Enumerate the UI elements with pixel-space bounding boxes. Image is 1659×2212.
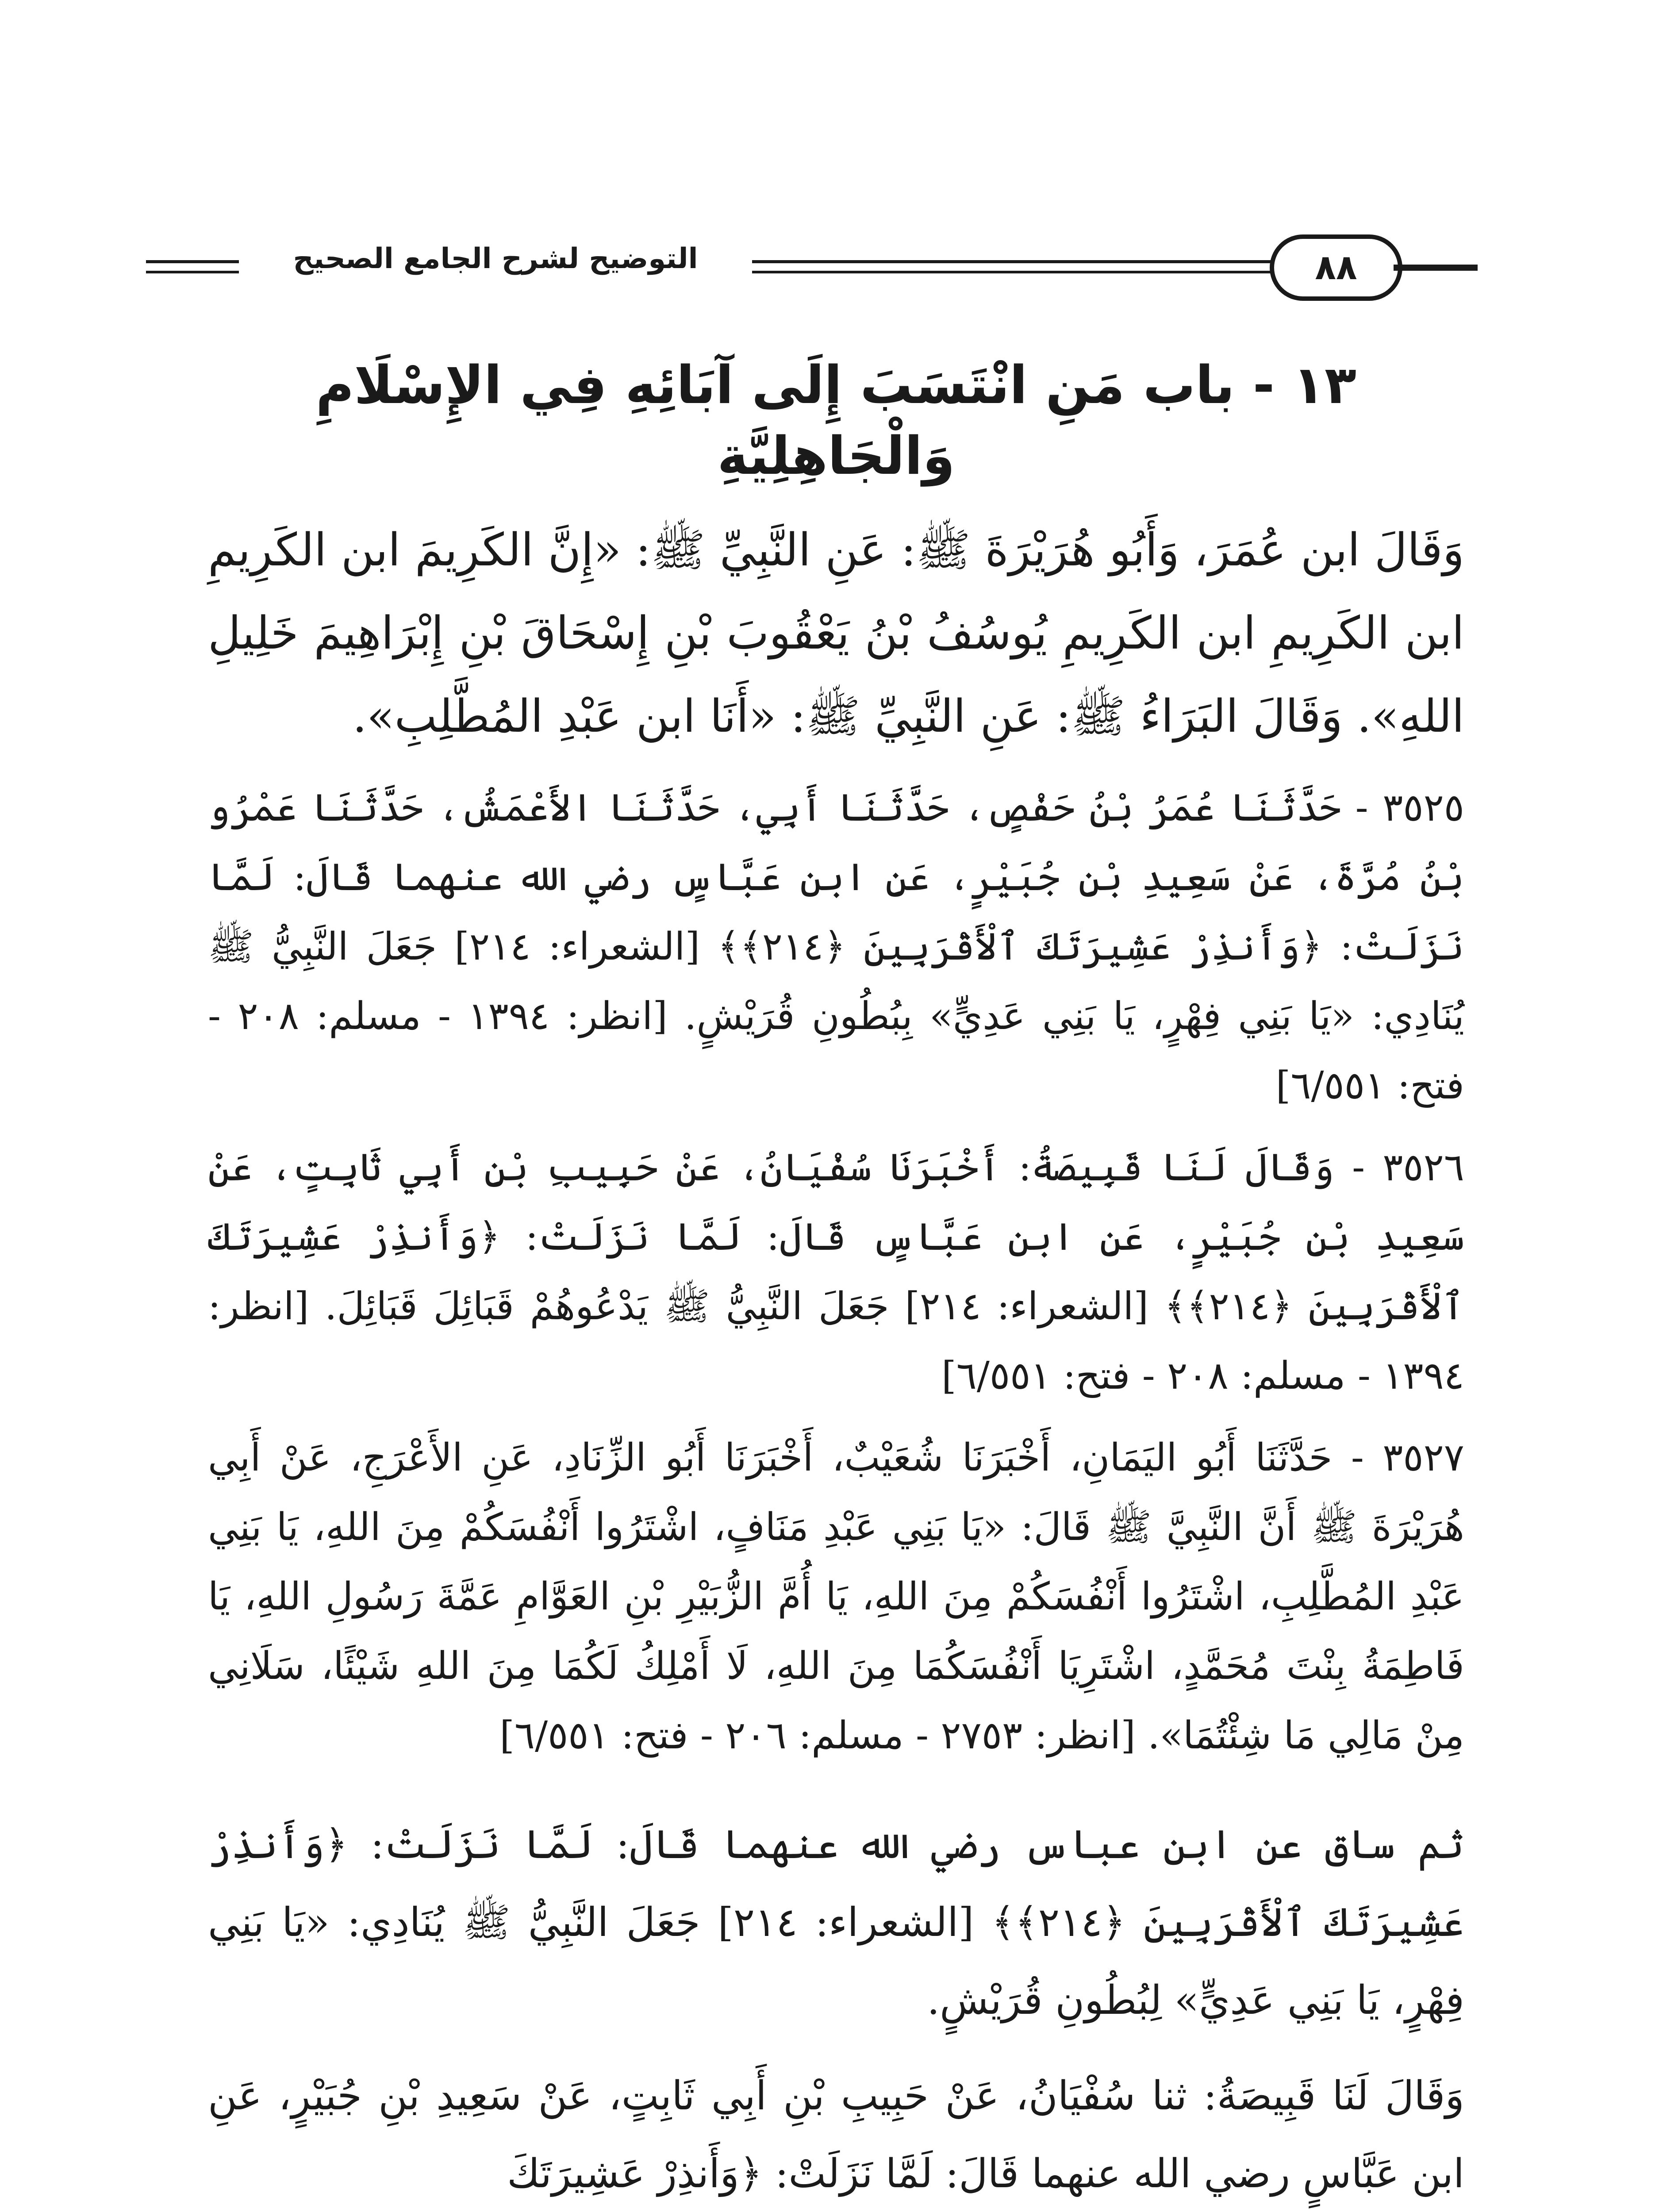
header-rule-left-bottom xyxy=(146,271,239,273)
commentary-paragraph-2: وَقَالَ لَنَا قَبِيصَةُ: ثنا سُفْيَانُ، عَنْ حَبِيبِ بْنِ أَبِي ثَابِتٍ، عَنْ سَعِيدِ بْنِ جُبَيْرٍ، عَنِ ابن عَبَّاسٍ رضي الله عنهما قَالَ: لَمَّا نَزَلَتْ: ﴿وَأَنذِرْ عَشِيرَتَكَ xyxy=(208,2073,1464,2197)
hadith-3526: ٣٥٢٦ - وَقَالَ لَنَا قَبِيصَةُ: أَخْبَرَنَا سُفْيَانُ، عَنْ حَبِيبِ بْنِ أَبِي ثَابِتٍ، عَنْ سَعِيدِ بْنِ جُبَيْرٍ، عَنِ ابن عَبَّاسٍ قَالَ: لَمَّا نَزَلَتْ: ﴿وَأَنذِرْ عَشِيرَتَكَ ٱلْأَقْرَبِينَ ﴿٢١٤﴾﴾ [الشعراء: ٢١٤] جَعَلَ النَّبِيُّ ﷺ يَدْعُوهُمْ قَبَائِلَ قَبَائِلَ. [انظر: ١٣٩٤ - مسلم: ٢٠٨ - فتح: ٦/٥٥١] xyxy=(208,1145,1464,1398)
hadith-3525: ٣٥٢٥ - حَدَّثَنَا عُمَرُ بْنُ حَفْصٍ، حَدَّثَنَا أَبِي، حَدَّثَنَا الأَعْمَشُ، حَدَّثَنَا عَمْرُو بْنُ مُرَّةَ، عَنْ سَعِيدِ بْنِ جُبَيْرٍ، عَنِ ابن عَبَّاسٍ رضي الله عنهما قَالَ: لَمَّا نَزَلَتْ: ﴿وَأَنذِرْ عَشِيرَتَكَ ٱلْأَقْرَبِينَ ﴿٢١٤﴾﴾ [الشعراء: ٢١٤] جَعَلَ النَّبِيُّ ﷺ يُنَادِي: «يَا بَنِي فِهْرٍ، يَا بَنِي عَدِيٍّ» بِبُطُونِ قُرَيْشٍ. [انظر: ١٣٩٤ - مسلم: ٢٠٨ - فتح: ٦/٥٥١] xyxy=(208,786,1464,1108)
commentary-paragraph-1: ثم ساق عن ابن عباس رضي الله عنهما قَالَ: لَمَّا نَزَلَتْ: ﴿وَأَنذِرْ عَشِيرَتَكَ ٱلْأَقْرَبِينَ ﴿٢١٤﴾﴾ [الشعراء: ٢١٤] جَعَلَ النَّبِيُّ ﷺ يُنَادِي: «يَا بَنِي فِهْرٍ، يَا بَنِي عَدِيٍّ» لِبُطُونِ قُرَيْشٍ. xyxy=(208,1821,1464,2024)
page-number-badge: ٨٨ xyxy=(1270,234,1402,301)
chapter-heading: ١٣ - باب مَنِ انْتَسَبَ إِلَى آبَائِهِ فِي الإِسْلَامِ وَالْجَاهِلِيَّةِ xyxy=(315,354,1357,486)
running-title: التوضيح لشرح الجامع الصحيح xyxy=(239,242,752,291)
header-rule-middle-bottom xyxy=(752,271,1279,273)
page-number-tail xyxy=(1394,265,1478,271)
header-rule-left-top xyxy=(146,260,239,263)
page-body xyxy=(208,349,1464,2212)
header-rule-middle-top xyxy=(752,260,1279,263)
chapter-intro: وَقَالَ ابن عُمَرَ، وَأَبُو هُرَيْرَةَ ﷺ: عَنِ النَّبِيِّ ﷺ: «إِنَّ الكَرِيمَ ابن الكَرِيمِ ابن الكَرِيمِ ابن الكَرِيمِ يُوسُفُ بْنُ يَعْقُوبَ بْنِ إِسْحَاقَ بْنِ إِبْرَاهِيمَ خَلِيلِ اللهِ». وَقَالَ البَرَاءُ ﷺ: عَنِ النَّبِيِّ ﷺ: «أَنَا ابن عَبْدِ المُطَّلِبِ». xyxy=(208,524,1464,743)
hadith-3527: ٣٥٢٧ - حَدَّثَنَا أَبُو اليَمَانِ، أَخْبَرَنَا شُعَيْبٌ، أَخْبَرَنَا أَبُو الزِّنَادِ، عَنِ الأَعْرَجِ، عَنْ أَبِي هُرَيْرَةَ ﷺ أَنَّ النَّبِيَّ ﷺ قَالَ: «يَا بَنِي عَبْدِ مَنَافٍ، اشْتَرُوا أَنْفُسَكُمْ مِنَ اللهِ، يَا بَنِي عَبْدِ المُطَّلِبِ، اشْتَرُوا أَنْفُسَكُمْ مِنَ اللهِ، يَا أُمَّ الزُّبَيْرِ بْنِ العَوَّامِ عَمَّةَ رَسُولِ اللهِ، يَا فَاطِمَةُ بِنْتَ مُحَمَّدٍ، اشْتَرِيَا أَنْفُسَكُمَا مِنَ اللهِ، لَا أَمْلِكُ لَكُمَا مِنَ اللهِ شَيْئًا، سَلَانِي مِنْ مَالِي مَا شِئْتُمَا». [انظر: ٢٧٥٣ - مسلم: ٢٠٦ - فتح: ٦/٥٥١] xyxy=(208,1436,1464,1758)
